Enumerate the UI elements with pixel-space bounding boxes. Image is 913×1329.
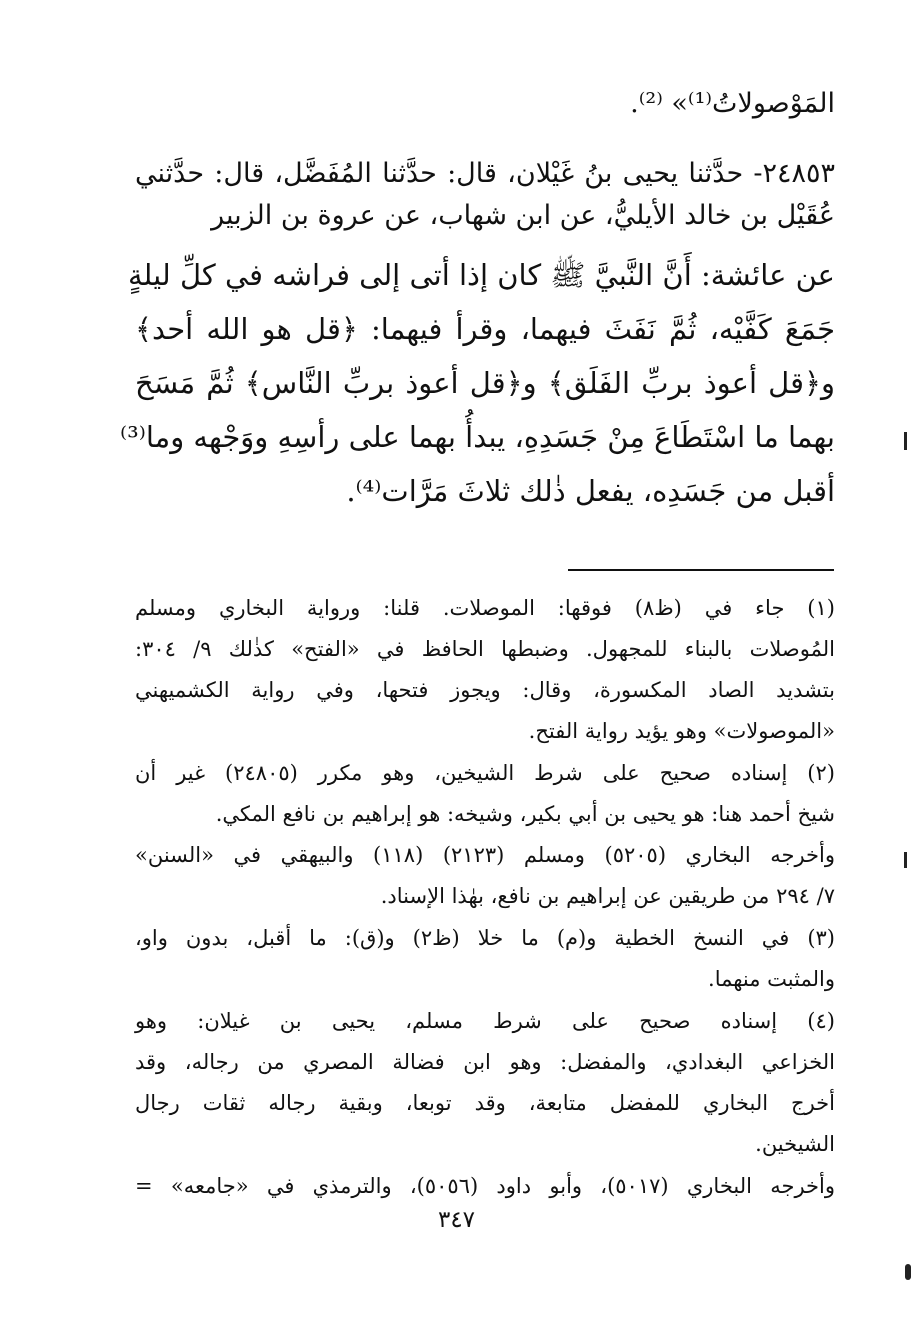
footnote-line: وأخرجه البخاري (٥٠١٧)، وأبو داود (٥٠٥٦)، والترمذي في «جامعه» = — [135, 1174, 835, 1198]
footnote-line: الخزاعي البغدادي، والمفضل: وهو ابن فضالة المصري من رجاله، وقد — [135, 1050, 835, 1074]
footnote-line: أخرج البخاري للمفضل متابعة، وقد توبعا، وبقية رجاله ثقات رجال — [135, 1091, 835, 1115]
scan-margin-mark — [905, 1264, 911, 1280]
footnote-line: المُوصلات بالبناء للمجهول. وضبطها الحافظ في «الفتح» كذٰلك ٩/ ٣٠٤: — [135, 637, 835, 661]
footnote-line: (١) جاء في (ظ٨) فوقها: الموصلات. قلنا: ورواية البخاري ومسلم — [135, 596, 835, 620]
footnote-separator — [568, 569, 834, 571]
footnote-line: (٢) إسناده صحيح على شرط الشيخين، وهو مكرر (٢٤٨٠٥) غير أن — [135, 761, 835, 785]
hadith-text-line-4: بهما ما اسْتَطَاعَ مِنْ جَسَدِهِ، يبدأُ بهما على رأسِهِ ووَجْهه وما⁽³⁾ — [119, 420, 835, 454]
footnote-line: (٣) في النسخ الخطية و(م) ما خلا (ظ٢) و(ق): ما أقبل، بدون واو، — [135, 926, 835, 950]
footnote-line: شيخ أحمد هنا: هو يحيى بن أبي بكير، وشيخه: هو إبراهيم بن نافع المكي. — [215, 802, 835, 826]
scan-margin-mark — [904, 432, 907, 450]
footnote-line: «الموصولات» وهو يؤيد رواية الفتح. — [528, 719, 835, 743]
hadith-intro-line-1: ٢٤٨٥٣- حدَّثنا يحيى بنُ غَيْلان، قال: حدَّثنا المُفَضَّل، قال: حدَّثني — [135, 158, 835, 189]
hadith-intro-line-2: عُقَيْل بن خالد الأيليُّ، عن ابن شهاب، عن عروة بن الزبير — [211, 200, 835, 231]
footnote-line: بتشديد الصاد المكسورة، وقال: ويجوز فتحها، وفي رواية الكشميهني — [135, 678, 835, 702]
footnote-line: ٧/ ٢٩٤ من طريقين عن إبراهيم بن نافع، بهٰذا الإسناد. — [380, 884, 835, 908]
scan-margin-mark — [904, 852, 907, 868]
footnote-line: وأخرجه البخاري (٥٢٠٥) ومسلم (٢١٢٣) (١١٨) والبيهقي في «السنن» — [135, 843, 835, 867]
hadith-text-line-3: و﴿قل أعوذ بربِّ الفَلَق﴾ و﴿قل أعوذ بربِّ النَّاس﴾ ثُمَّ مَسَحَ — [135, 366, 835, 400]
hadith-text-line-5: أقبل من جَسَدِه، يفعل ذٰلك ثلاثَ مَرَّات⁽⁴⁾. — [346, 474, 835, 508]
footnote-line: والمثبت منهما. — [708, 967, 835, 991]
hadith-text-line-2: جَمَعَ كَفَّيْه، ثُمَّ نَفَثَ فيهما، وقرأ فيهما: ﴿قل هو الله أحد﴾ — [135, 312, 835, 346]
page-number: ٣٤٧ — [437, 1207, 476, 1233]
continued-text-line: المَوْصولاتُ⁽¹⁾» ⁽²⁾. — [630, 88, 835, 119]
footnote-line: الشيخين. — [755, 1132, 835, 1156]
footnote-line: (٤) إسناده صحيح على شرط مسلم، يحيى بن غيلان: وهو — [135, 1009, 835, 1033]
hadith-text-line-1: عن عائشة: أَنَّ النَّبيَّ ﷺ كان إذا أتى إلى فراشه في كلِّ ليلةٍ — [128, 258, 835, 292]
